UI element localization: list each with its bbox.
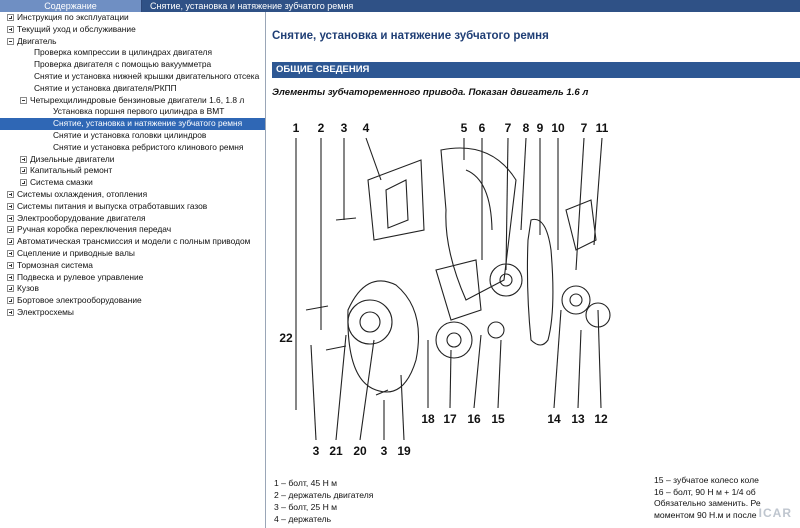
tree-item[interactable] (0, 118, 265, 130)
tree-item-label: Системы охлаждения, отопления (17, 188, 148, 199)
tree-item-label: Электросхемы (17, 306, 74, 317)
tab-document[interactable]: Снятие, установка и натяжение зубчатого ремня (142, 0, 800, 12)
tree-item-label: Проверка двигателя с помощью вакуумметра (34, 59, 212, 70)
callout-top: 1 (292, 121, 300, 135)
expand-icon[interactable] (20, 156, 27, 163)
tree-item-label: Автоматическая трансмиссия и модели с полным приводом (17, 236, 251, 247)
callout-top: 6 (478, 121, 486, 135)
expand-icon[interactable] (7, 226, 14, 233)
callout-bottom: 3 (312, 444, 320, 458)
tree-item[interactable] (0, 295, 265, 307)
tree-item[interactable] (0, 154, 265, 166)
tree-item[interactable] (0, 248, 265, 260)
collapse-icon[interactable] (20, 97, 27, 104)
tree-item-label: Двигатель (17, 35, 57, 46)
legend-item: 3 – болт, 25 Н м (274, 502, 338, 512)
tree-item-label: Снятие и установка головки цилиндров (53, 129, 207, 140)
tree-item-label: Четырехцилиндровые бензиновые двигатели 1.6, 1.8 л (30, 94, 245, 105)
tree-item[interactable] (0, 260, 265, 272)
callout-bottom: 3 (380, 444, 388, 458)
expand-icon[interactable] (7, 26, 14, 33)
callout-top: 4 (362, 121, 370, 135)
legend-item: 16 – болт, 90 Н м + 1/4 об (654, 486, 756, 497)
expand-icon[interactable] (7, 250, 14, 257)
tree-item[interactable] (0, 130, 265, 142)
legend-item: моментом 90 Н.м и после (654, 509, 757, 520)
timing-belt-diagram (276, 110, 796, 460)
tab-bar (0, 0, 800, 12)
tree-item-label: Тормозная система (17, 259, 93, 270)
expand-icon[interactable] (7, 215, 14, 222)
document-view (266, 12, 800, 528)
tree-item[interactable] (0, 59, 265, 71)
tree-item[interactable] (0, 47, 265, 59)
callout-bottom: 14 (547, 412, 561, 426)
callout-left: 22 (279, 331, 293, 345)
tree-item[interactable] (0, 71, 265, 83)
legend-item: 4 – держатель (274, 514, 332, 524)
tree-item[interactable] (0, 213, 265, 225)
tree-item[interactable] (0, 36, 265, 48)
expand-icon[interactable] (7, 203, 14, 210)
callout-bottom: 21 (329, 444, 343, 458)
tree-item-label: Проверка компрессии в цилиндрах двигателя (34, 47, 212, 58)
legend-item: 15 – зубчатое колесо коле (654, 475, 759, 485)
tree-item[interactable] (0, 201, 265, 213)
callout-bottom: 13 (571, 412, 585, 426)
callout-top: 11 (595, 121, 609, 135)
tree-item-label: Электрооборудование двигателя (17, 212, 146, 223)
tree-item[interactable] (0, 106, 265, 118)
tree-item-label: Кузов (17, 283, 39, 294)
callout-top: 7 (580, 121, 588, 135)
page-title: Снятие, установка и натяжение зубчатого ремня (272, 30, 549, 42)
legend-item: 1 – болт, 45 Н м (274, 478, 338, 488)
expand-icon[interactable] (7, 262, 14, 269)
tree-item[interactable] (0, 142, 265, 154)
tree-item-label: Текущий уход и обслуживание (17, 23, 136, 34)
callout-top: 9 (536, 121, 544, 135)
tree-item-label: Ручная коробка переключения передач (17, 224, 172, 235)
callout-bottom: 17 (443, 412, 457, 426)
tree-item-label: Система смазки (30, 177, 93, 188)
figure-caption: Элементы зубчатоременного привода. Показан двигатель 1.6 л (272, 87, 589, 98)
callout-bottom: 12 (594, 412, 608, 426)
tree-item-label: Бортовое электрооборудование (17, 295, 142, 306)
tree-item[interactable] (0, 24, 265, 36)
callout-top: 5 (460, 121, 468, 135)
tree-item-label: Подвеска и рулевое управление (17, 271, 144, 282)
callout-top: 8 (522, 121, 530, 135)
callout-top: 7 (504, 121, 512, 135)
expand-icon[interactable] (7, 14, 14, 21)
expand-icon[interactable] (7, 297, 14, 304)
callout-top: 2 (317, 121, 325, 135)
tree-item[interactable] (0, 236, 265, 248)
watermark: ICAR (758, 506, 792, 520)
callout-bottom: 20 (353, 444, 367, 458)
callout-bottom: 18 (421, 412, 435, 426)
tree-item[interactable] (0, 224, 265, 236)
legend-item: 2 – держатель двигателя (274, 490, 374, 500)
tree-item-label: Инструкция по эксплуатации (17, 12, 129, 22)
expand-icon[interactable] (7, 191, 14, 198)
callout-top: 3 (340, 121, 348, 135)
expand-icon[interactable] (20, 167, 27, 174)
expand-icon[interactable] (7, 285, 14, 292)
tree-item[interactable] (0, 165, 265, 177)
tree-item-label: Снятие и установка нижней крышки двигательного отсека (34, 70, 260, 81)
tree-item[interactable] (0, 307, 265, 319)
tree-item[interactable] (0, 12, 265, 24)
tree-item[interactable] (0, 283, 265, 295)
expand-icon[interactable] (20, 179, 27, 186)
tree-item[interactable] (0, 189, 265, 201)
tree-item-label: Сцепление и приводные валы (17, 247, 135, 258)
tree-item[interactable] (0, 95, 265, 107)
section-header: ОБЩИЕ СВЕДЕНИЯ (272, 62, 800, 78)
tree-item-label: Снятие и установка ребристого клинового ремня (53, 141, 244, 152)
collapse-icon[interactable] (7, 38, 14, 45)
tree-item-label: Капитальный ремонт (30, 165, 113, 176)
expand-icon[interactable] (7, 238, 14, 245)
tree-item-label: Установка поршня первого цилиндра в ВМТ (53, 106, 225, 117)
callout-bottom: 15 (491, 412, 505, 426)
tree-item-label: Дизельные двигатели (30, 153, 115, 164)
tree-item[interactable] (0, 83, 265, 95)
tree-item-label: Снятие и установка двигателя/РКПП (34, 82, 177, 93)
callout-top: 10 (551, 121, 565, 135)
contents-tree (0, 12, 266, 528)
expand-icon[interactable] (7, 274, 14, 281)
tree-item[interactable] (0, 177, 265, 189)
tree-item-label: Системы питания и выпуска отработавших газов (17, 200, 208, 211)
legend-left (274, 477, 373, 525)
expand-icon[interactable] (7, 309, 14, 316)
tree-item-label: Снятие, установка и натяжение зубчатого ремня (53, 118, 243, 129)
callout-bottom: 16 (467, 412, 481, 426)
tab-contents[interactable]: Содержание (0, 0, 142, 12)
legend-item: Обязательно заменить. Ре (654, 498, 761, 508)
tree-item[interactable] (0, 272, 265, 284)
callout-bottom: 19 (397, 444, 411, 458)
